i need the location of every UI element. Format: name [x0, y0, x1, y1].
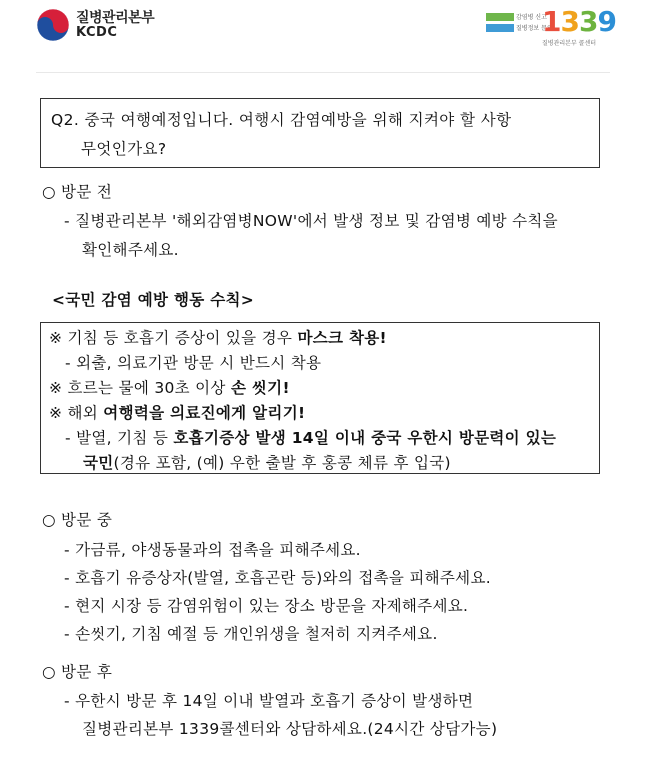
hotline-number: 1339 — [542, 5, 616, 38]
tag-green-icon — [486, 13, 514, 21]
rules-box — [40, 322, 600, 474]
hotline-tag-2: 질병정보 문의 — [516, 25, 553, 32]
kcdc-logo — [36, 8, 154, 42]
before-item-line-2: 확인해주세요. — [82, 241, 179, 259]
after-heading: ○ 방문 후 — [42, 663, 113, 681]
rule-3: ※ 해외 여행력을 의료진에게 알리기! — [49, 404, 306, 422]
hotline-1339-logo — [486, 5, 616, 50]
during-heading: ○ 방문 중 — [42, 511, 113, 529]
before-heading: ○ 방문 전 — [42, 183, 113, 201]
rule-1-sub: - 외출, 의료기관 방문 시 반드시 착용 — [65, 354, 322, 372]
rule-1: ※ 기침 등 호흡기 증상이 있을 경우 마스크 착용! — [49, 329, 387, 347]
during-item-2: - 호흡기 유증상자(발열, 호흡곤란 등)와의 접촉을 피해주세요. — [64, 569, 491, 587]
rules-title: <국민 감염 예방 행동 수칙> — [52, 291, 255, 309]
question-line-1: Q2. 중국 여행예정입니다. 여행시 감염예방을 위해 지켜야 할 사항 — [51, 111, 512, 129]
rule-3-sub-line-1: - 발열, 기침 등 호흡기증상 발생 14일 이내 중국 우한시 방문력이 있는 — [65, 429, 557, 447]
page-header — [0, 0, 646, 56]
after-item-line-2: 질병관리본부 1339콜센터와 상담하세요.(24시간 상담가능) — [82, 720, 498, 738]
during-item-4: - 손씻기, 기침 예절 등 개인위생을 철저히 지켜주세요. — [64, 625, 438, 643]
rule-3-sub-line-2: 국민(경유 포함, (예) 우한 출발 후 홍콩 체류 후 입국) — [83, 454, 451, 472]
header-divider — [36, 72, 610, 73]
tag-blue-icon — [486, 24, 514, 32]
hotline-caption: 질병관리본부 콜센터 — [542, 40, 597, 47]
org-name-korean: 질병관리본부 — [76, 9, 155, 26]
question-box — [40, 98, 600, 168]
org-name-english: KCDC — [76, 24, 118, 40]
hotline-tag-1: 감염병 신고 — [516, 14, 547, 21]
during-item-1: - 가금류, 야생동물과의 접촉을 피해주세요. — [64, 541, 361, 559]
question-line-2: 무엇인가요? — [81, 140, 167, 158]
taegeuk-emblem-icon — [36, 8, 70, 42]
rule-2: ※ 흐르는 물에 30초 이상 손 씻기! — [49, 379, 290, 397]
during-item-3: - 현지 시장 등 감염위험이 있는 장소 방문을 자제해주세요. — [64, 597, 469, 615]
after-item-line-1: - 우한시 방문 후 14일 이내 발열과 호흡기 증상이 발생하면 — [64, 692, 474, 710]
before-item-line-1: - 질병관리본부 '해외감염병NOW'에서 발생 정보 및 감염병 예방 수칙을 — [64, 212, 558, 230]
